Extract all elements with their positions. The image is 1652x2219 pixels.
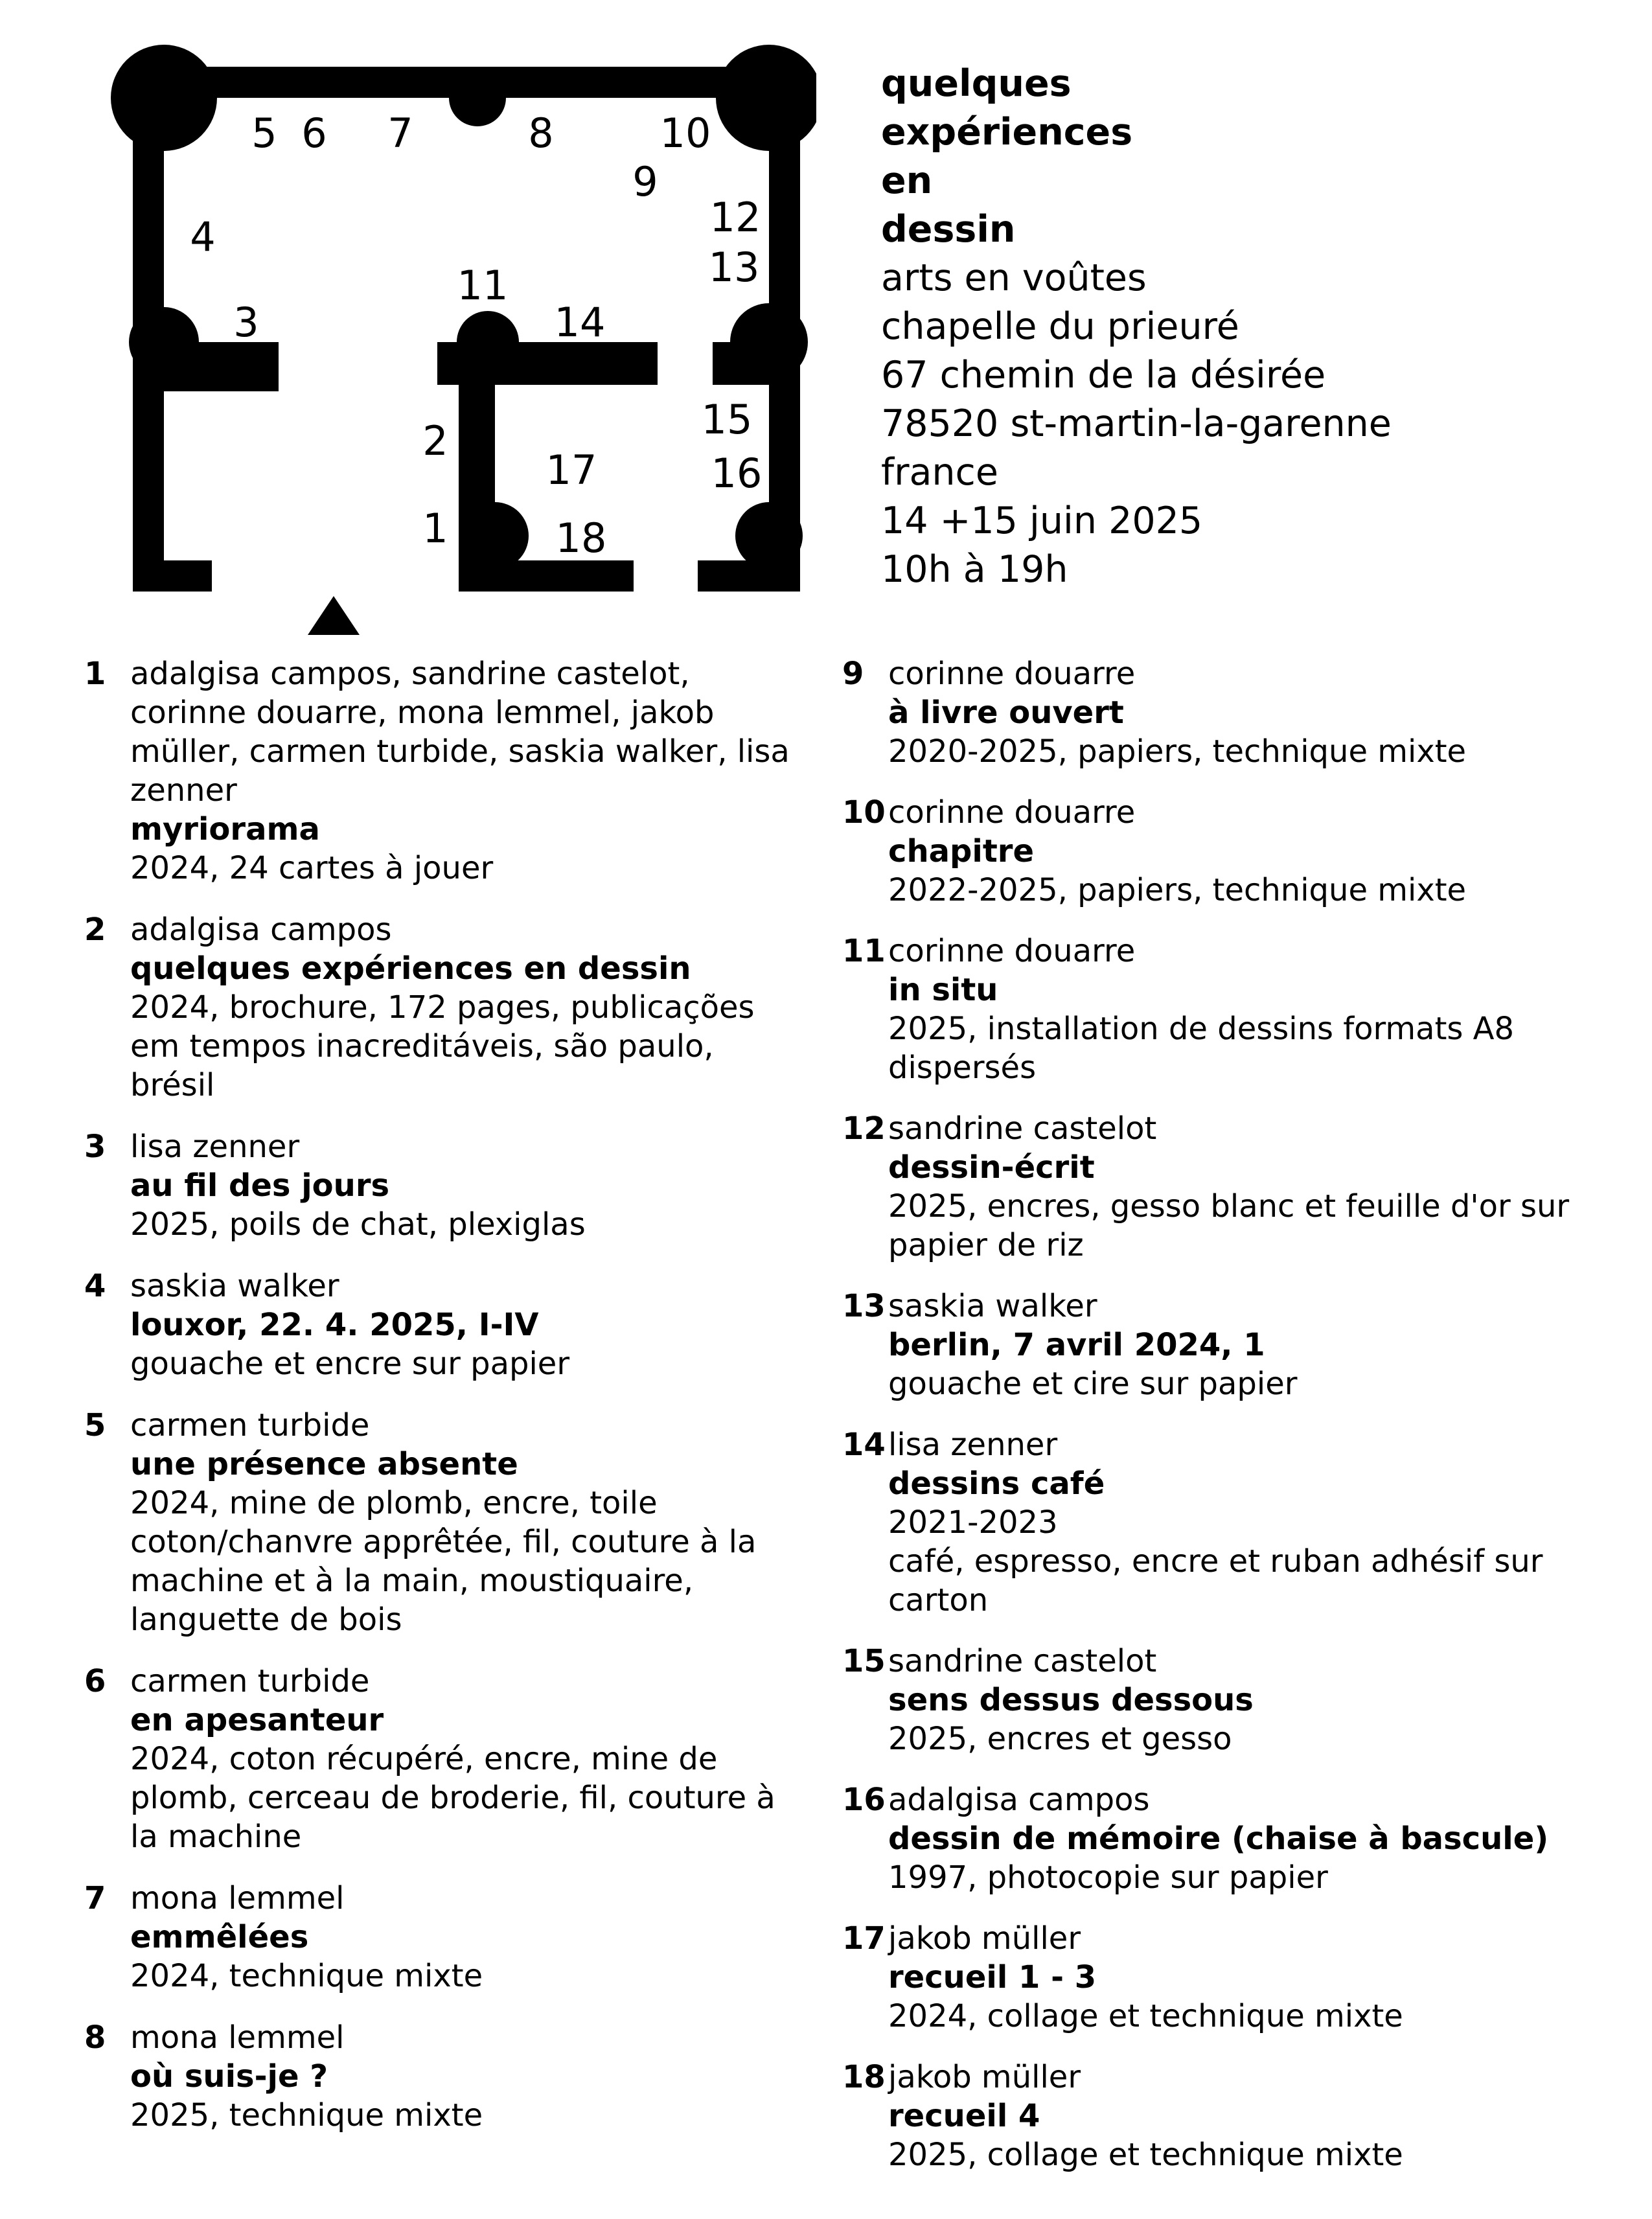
entry-number: 3	[84, 1129, 106, 1165]
entry-title: recueil 4	[888, 2098, 1040, 2134]
entry-number: 16	[842, 1782, 886, 1818]
artwork-entry	[842, 932, 1587, 1087]
entry-number: 6	[84, 1663, 106, 1699]
map-label: 7	[387, 109, 413, 157]
entry-description: 2025, poils de chat, plexiglas	[130, 1206, 586, 1243]
entry-artist: sandrine castelot	[888, 1110, 1157, 1147]
entry-description: café, espresso, encre et ruban adhésif sur carton	[888, 1543, 1543, 1618]
artwork-entry	[84, 1127, 797, 1244]
artwork-entry	[84, 1406, 797, 1639]
entry-title: une présence absente	[130, 1446, 518, 1482]
entry-artist: carmen turbide	[130, 1407, 370, 1443]
entry-artist: mona lemmel	[130, 1880, 345, 1916]
entry-description: 2024, brochure, 172 pages, publicações em tempos inacreditáveis, são paulo, brésil	[130, 989, 755, 1103]
event-hours: 10h à 19h	[881, 548, 1068, 591]
map-label: 10	[660, 109, 711, 157]
event-title-line: expériences	[881, 111, 1133, 154]
event-title-line: dessin	[881, 208, 1016, 251]
entry-description: 2025, encres et gesso	[888, 1721, 1232, 1757]
entry-title: recueil 1 - 3	[888, 1959, 1097, 1995]
entry-artist: carmen turbide	[130, 1663, 370, 1699]
artwork-entry	[842, 1919, 1587, 2036]
map-label: 4	[190, 213, 216, 260]
venue-name: arts en voûtes	[881, 257, 1147, 299]
entry-title: quelques expériences en dessin	[130, 950, 691, 987]
artwork-entry	[842, 793, 1587, 910]
entry-number: 17	[842, 1920, 886, 1957]
entry-description: 2024, 24 cartes à jouer	[130, 850, 494, 886]
entry-description: 2025, installation de dessins formats A8 dispersés	[888, 1011, 1515, 1086]
event-title-line: en	[881, 159, 933, 202]
entry-description: 2020-2025, papiers, technique mixte	[888, 733, 1467, 770]
event-dates: 14 +15 juin 2025	[881, 500, 1203, 542]
artwork-entry	[842, 1109, 1587, 1265]
map-label: 1	[422, 505, 448, 552]
entry-title: in situ	[888, 972, 998, 1008]
entry-artist: saskia walker	[888, 1288, 1097, 1324]
map-label: 15	[701, 396, 753, 443]
entry-artist: corinne douarre	[888, 794, 1136, 831]
artwork-entry	[84, 910, 797, 1105]
map-label: 3	[233, 299, 259, 346]
entry-artist: adalgisa campos, sandrine castelot, corinne douarre, mona lemmel, jakob müller, carmen turbide, saskia walker, lisa zenner	[130, 656, 790, 809]
artwork-entry	[842, 1287, 1587, 1403]
entry-description: 2024, technique mixte	[130, 1958, 483, 1994]
entry-number: 13	[842, 1288, 886, 1324]
entry-number: 11	[842, 933, 886, 969]
entry-number: 9	[842, 656, 864, 692]
map-label: 13	[708, 244, 760, 291]
artwork-entry	[84, 1267, 797, 1383]
map-label: 9	[632, 158, 658, 205]
entry-title: sens dessus dessous	[888, 1682, 1254, 1718]
entry-number: 1	[84, 656, 106, 692]
entry-description: 2025, technique mixte	[130, 2097, 483, 2133]
entry-description: 2024, mine de plomb, encre, toile coton/chanvre apprêtée, fil, couture à la machine et à la main, moustiquaire, languette de bois	[130, 1485, 757, 1638]
map-label: 12	[709, 194, 761, 241]
artwork-entry	[842, 2058, 1587, 2174]
entry-artist: corinne douarre	[888, 656, 1136, 692]
map-label: 8	[528, 109, 554, 157]
entry-title: dessins café	[888, 1466, 1105, 1502]
entry-title: berlin, 7 avril 2024, 1	[888, 1327, 1265, 1363]
artwork-entry	[84, 1662, 797, 1856]
venue-country: france	[881, 451, 998, 494]
entry-number: 2	[84, 912, 106, 948]
entry-artist: mona lemmel	[130, 2019, 345, 2056]
map-label: 17	[545, 446, 597, 494]
entry-artist: jakob müller	[888, 2059, 1081, 2095]
map-label: 5	[251, 109, 277, 157]
entry-title: où suis-je ?	[130, 2058, 328, 2095]
entry-artist: sandrine castelot	[888, 1643, 1157, 1679]
venue-city: 78520 st-martin-la-garenne	[881, 402, 1392, 445]
entry-artist: jakob müller	[888, 1920, 1081, 1957]
entry-title: en apesanteur	[130, 1702, 384, 1738]
entry-number: 15	[842, 1643, 886, 1679]
map-label: 14	[554, 299, 606, 346]
entry-title: dessin de mémoire (chaise à bascule)	[888, 1821, 1549, 1857]
entry-number: 10	[842, 794, 886, 831]
artwork-entry	[84, 654, 797, 888]
entry-description: gouache et cire sur papier	[888, 1366, 1298, 1402]
entry-artist: corinne douarre	[888, 933, 1136, 969]
artwork-entry	[842, 1425, 1587, 1620]
entry-description: 2022-2025, papiers, technique mixte	[888, 872, 1467, 908]
entry-title: dessin-écrit	[888, 1149, 1095, 1186]
entry-title: au fil des jours	[130, 1167, 390, 1204]
entry-artist: saskia walker	[130, 1268, 339, 1304]
entry-number: 8	[84, 2019, 106, 2056]
artwork-entry	[842, 1642, 1587, 1758]
entry-description: gouache et encre sur papier	[130, 1346, 570, 1382]
entry-number: 18	[842, 2059, 886, 2095]
entry-artist: adalgisa campos	[888, 1782, 1150, 1818]
entry-number: 5	[84, 1407, 106, 1443]
entry-description: 2024, collage et technique mixte	[888, 1998, 1403, 2034]
map-label: 18	[555, 514, 607, 562]
entry-description: 2025, encres, gesso blanc et feuille d'or sur papier de riz	[888, 1188, 1570, 1263]
entry-number: 14	[842, 1427, 886, 1463]
entry-number: 12	[842, 1110, 886, 1147]
entry-artist: adalgisa campos	[130, 912, 392, 948]
floor-plan	[0, 0, 816, 648]
entry-artist: lisa zenner	[888, 1427, 1058, 1463]
venue-place: chapelle du prieuré	[881, 305, 1239, 348]
entry-title: emmêlées	[130, 1919, 309, 1955]
map-label: 16	[711, 450, 763, 497]
event-header	[881, 60, 1392, 594]
event-title-line: quelques	[881, 62, 1072, 105]
entry-description: 1997, photocopie sur papier	[888, 1859, 1328, 1896]
artwork-list-left	[84, 654, 797, 2157]
artwork-entry	[842, 1780, 1587, 1897]
map-label: 6	[301, 109, 327, 157]
artwork-entry	[842, 654, 1587, 771]
venue-street: 67 chemin de la désirée	[881, 354, 1326, 397]
artwork-list-right	[842, 654, 1587, 2196]
entry-number: 7	[84, 1880, 106, 1916]
entry-description: 2024, coton récupéré, encre, mine de plomb, cerceau de broderie, fil, couture à la machine	[130, 1741, 775, 1855]
entry-title: louxor, 22. 4. 2025, I-IV	[130, 1307, 539, 1343]
entry-title: chapitre	[888, 833, 1034, 869]
entry-number: 4	[84, 1268, 106, 1304]
artwork-entry	[84, 1879, 797, 1995]
entry-title: à livre ouvert	[888, 695, 1124, 731]
entry-description: 2021-2023	[888, 1504, 1058, 1541]
artwork-entry	[84, 2018, 797, 2135]
entry-description: 2025, collage et technique mixte	[888, 2137, 1403, 2173]
entry-artist: lisa zenner	[130, 1129, 300, 1165]
triangle-up-icon	[308, 596, 360, 635]
map-label: 11	[457, 262, 509, 309]
map-label: 2	[422, 417, 448, 465]
entry-title: myriorama	[130, 811, 320, 847]
